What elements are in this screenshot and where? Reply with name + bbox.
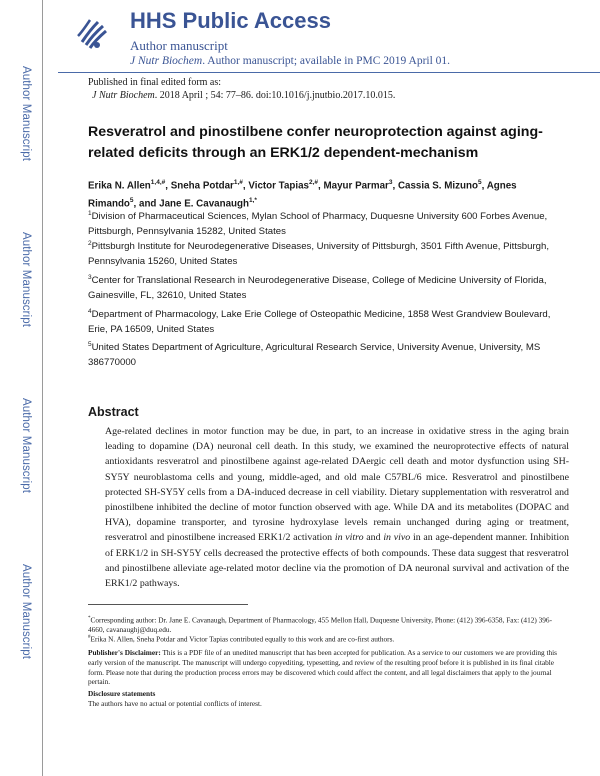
- author-affiliation-marker: 5: [129, 197, 134, 205]
- affiliation-5: [88, 337, 558, 370]
- affiliation-4: [88, 304, 558, 337]
- footnote-marker: #: [88, 635, 91, 640]
- affiliation-text: Center for Translational Research in Neurodegenerative Disease, College of Medicine University of Florida, Gainesville, FL, 32610, United States: [88, 275, 547, 302]
- journal-name: J Nutr Biochem: [130, 55, 203, 67]
- affiliation-3: [88, 270, 558, 303]
- abstract-italic: in vitro: [334, 532, 364, 544]
- abstract-heading: Abstract: [88, 405, 139, 419]
- disclaimer-label: Publisher's Disclaimer:: [88, 648, 161, 657]
- footnote-divider: [88, 604, 248, 605]
- author-name: Victor Tapias: [248, 180, 309, 192]
- abstract-text: Age-related declines in motor function may be due, in part, to an increase in oxidative stress in the aging brain leading to dopamine (DA) neuronal cell death. In this study, we examined the neuroprotective effects of natural antioxidants resveratrol and pinostilbene against age-related DAergic cell death and motor dysfunction using SH-SY5Y neuroblastoma cells and young, middle-aged, and old male C57BL/6 mice. Resveratrol and pinostilbene protected SH-SY5Y cells from a DA-induced decrease in cell viability. Dietary supplementation with resveratrol and pinostilbene inhibited the decline of motor function observed with age. While DA and its metabolites (DOPAC and HVA), dopamine transporter, and tyrosine hydroxylase levels remain unchanged during aging or treatment, resveratrol and pinostilbene increased ERK1/2 activation: [105, 426, 569, 544]
- hhs-eagle-logo-icon: [68, 12, 114, 56]
- author-name: Erika N. Allen: [88, 180, 151, 192]
- author-name: Cassia S. Mizuno: [397, 180, 478, 192]
- author-affiliation-marker: 1,#: [233, 179, 243, 186]
- header-divider: [58, 72, 600, 73]
- author-affiliation-marker: 2,#: [309, 179, 319, 186]
- citation-line: [88, 89, 395, 102]
- disclosure-heading: Disclosure statements: [88, 689, 156, 698]
- author-separator: ,: [392, 180, 398, 192]
- affiliation-text: Pittsburgh Institute for Neurodegenerative Diseases, University of Pittsburgh, 3501 Fifth Avenue, Pittsburgh, Pennsylvania 15260, United States: [88, 241, 549, 268]
- equal-contribution-note: [88, 633, 558, 644]
- footnote-text: Erika N. Allen, Sneha Potdar and Victor Tapias contributed equally to this work and are co-first authors.: [90, 634, 395, 644]
- author-manuscript-margin-label: Author Manuscript: [20, 232, 32, 328]
- abstract-body: [105, 424, 569, 591]
- author-manuscript-subtitle: Author manuscript: [130, 38, 228, 53]
- affiliation-text: United States Department of Agriculture, Agricultural Research Service, University Avenue, University, MS 386770000: [88, 342, 541, 369]
- corresponding-author-note: [88, 614, 558, 635]
- citation-journal: J Nutr Biochem: [92, 90, 155, 101]
- author-separator: ,: [242, 180, 249, 192]
- hhs-public-access-title: HHS Public Access: [130, 8, 331, 33]
- affiliation-text: Department of Pharmacology, Lake Erie College of Osteopathic Medicine, 1858 West Grandview Boulevard, Erie, PA 16509, United States: [88, 309, 551, 336]
- publisher-disclaimer: [88, 648, 558, 687]
- abstract-text: and: [363, 532, 384, 544]
- disclosure-text: The authors have no actual or potential conflicts of interest.: [88, 699, 262, 708]
- author-name: Agnes Rimando: [88, 180, 517, 210]
- margin-rule: [42, 0, 43, 776]
- affiliation-number: 4: [88, 308, 92, 315]
- author-name: Sneha Potdar: [170, 180, 234, 192]
- affiliation-1: [88, 206, 558, 239]
- affiliation-number: 3: [88, 274, 92, 281]
- published-line: Published in final edited form as:: [88, 77, 222, 88]
- affiliation-number: 1: [88, 210, 92, 217]
- footnote-text: Corresponding author: Dr. Jane E. Cavanaugh, Department of Pharmacology, 455 Mellon Hall, Duquesne University, Phone: (412) 396-6358, Fax: (412) 396-4660, cavanaughj@duq.edu.: [88, 615, 553, 635]
- abstract-text: in an age-dependent manner. Inhibition of ERK1/2 in SH-SY5Y cells decreased the protective effects of both compounds. These data suggest that resveratrol and pinostilbene alleviate age-related motor decline via the promotion of DA neuronal survival and activation of the ERK1/2 pathways.: [105, 532, 570, 590]
- abstract-italic: in vivo: [383, 532, 411, 544]
- affiliation-number: 2: [88, 240, 92, 247]
- author-affiliation-marker: 3: [388, 179, 393, 186]
- publication-info: [88, 76, 395, 102]
- author-separator: ,: [165, 180, 171, 192]
- author-affiliation-marker: 5: [477, 179, 482, 186]
- author-separator: ,: [318, 180, 324, 192]
- citation-details: . 2018 April ; 54: 77–86. doi:10.1016/j.jnutbio.2017.10.015.: [154, 90, 396, 101]
- author-manuscript-margin-label: Author Manuscript: [20, 398, 32, 494]
- author-affiliation-marker: 1,*: [248, 197, 257, 205]
- author-manuscript-margin-label: Author Manuscript: [20, 564, 32, 660]
- journal-availability-line: [130, 55, 450, 67]
- affiliation-text: Division of Pharmaceutical Sciences, Mylan School of Pharmacy, Duquesne University 600 Forbes Avenue, Pittsburgh, Pennsylvania 15282, United States: [88, 211, 548, 238]
- affiliation-2: [88, 236, 558, 269]
- author-affiliation-marker: 1,4,#: [150, 179, 166, 186]
- author-name: Jane E. Cavanaugh: [159, 198, 249, 210]
- author-separator: ,: [481, 180, 487, 192]
- availability-text: . Author manuscript; available in PMC 2019 April 01.: [202, 55, 451, 67]
- author-separator: , and: [133, 198, 160, 210]
- disclaimer-text: This is a PDF file of an unedited manuscript that has been accepted for publication. As a service to our customers we are providing this early version of the manuscript. The manuscript will undergo copyediting, typesetting, and review of the resulting proof before it is published in its final citable form. Please note that during the production process errors may be discovered which could affect the content, and all legal disclaimers that apply to the journal pertain.: [88, 648, 557, 687]
- article-title: Resveratrol and pinostilbene confer neuroprotection against aging-related deficits through an ERK1/2 dependent-mechanism: [88, 124, 543, 161]
- author-name: Mayur Parmar: [323, 180, 389, 192]
- affiliation-number: 5: [88, 341, 92, 348]
- author-manuscript-margin-label: Author Manuscript: [20, 66, 32, 162]
- footnote-marker: *: [88, 616, 91, 621]
